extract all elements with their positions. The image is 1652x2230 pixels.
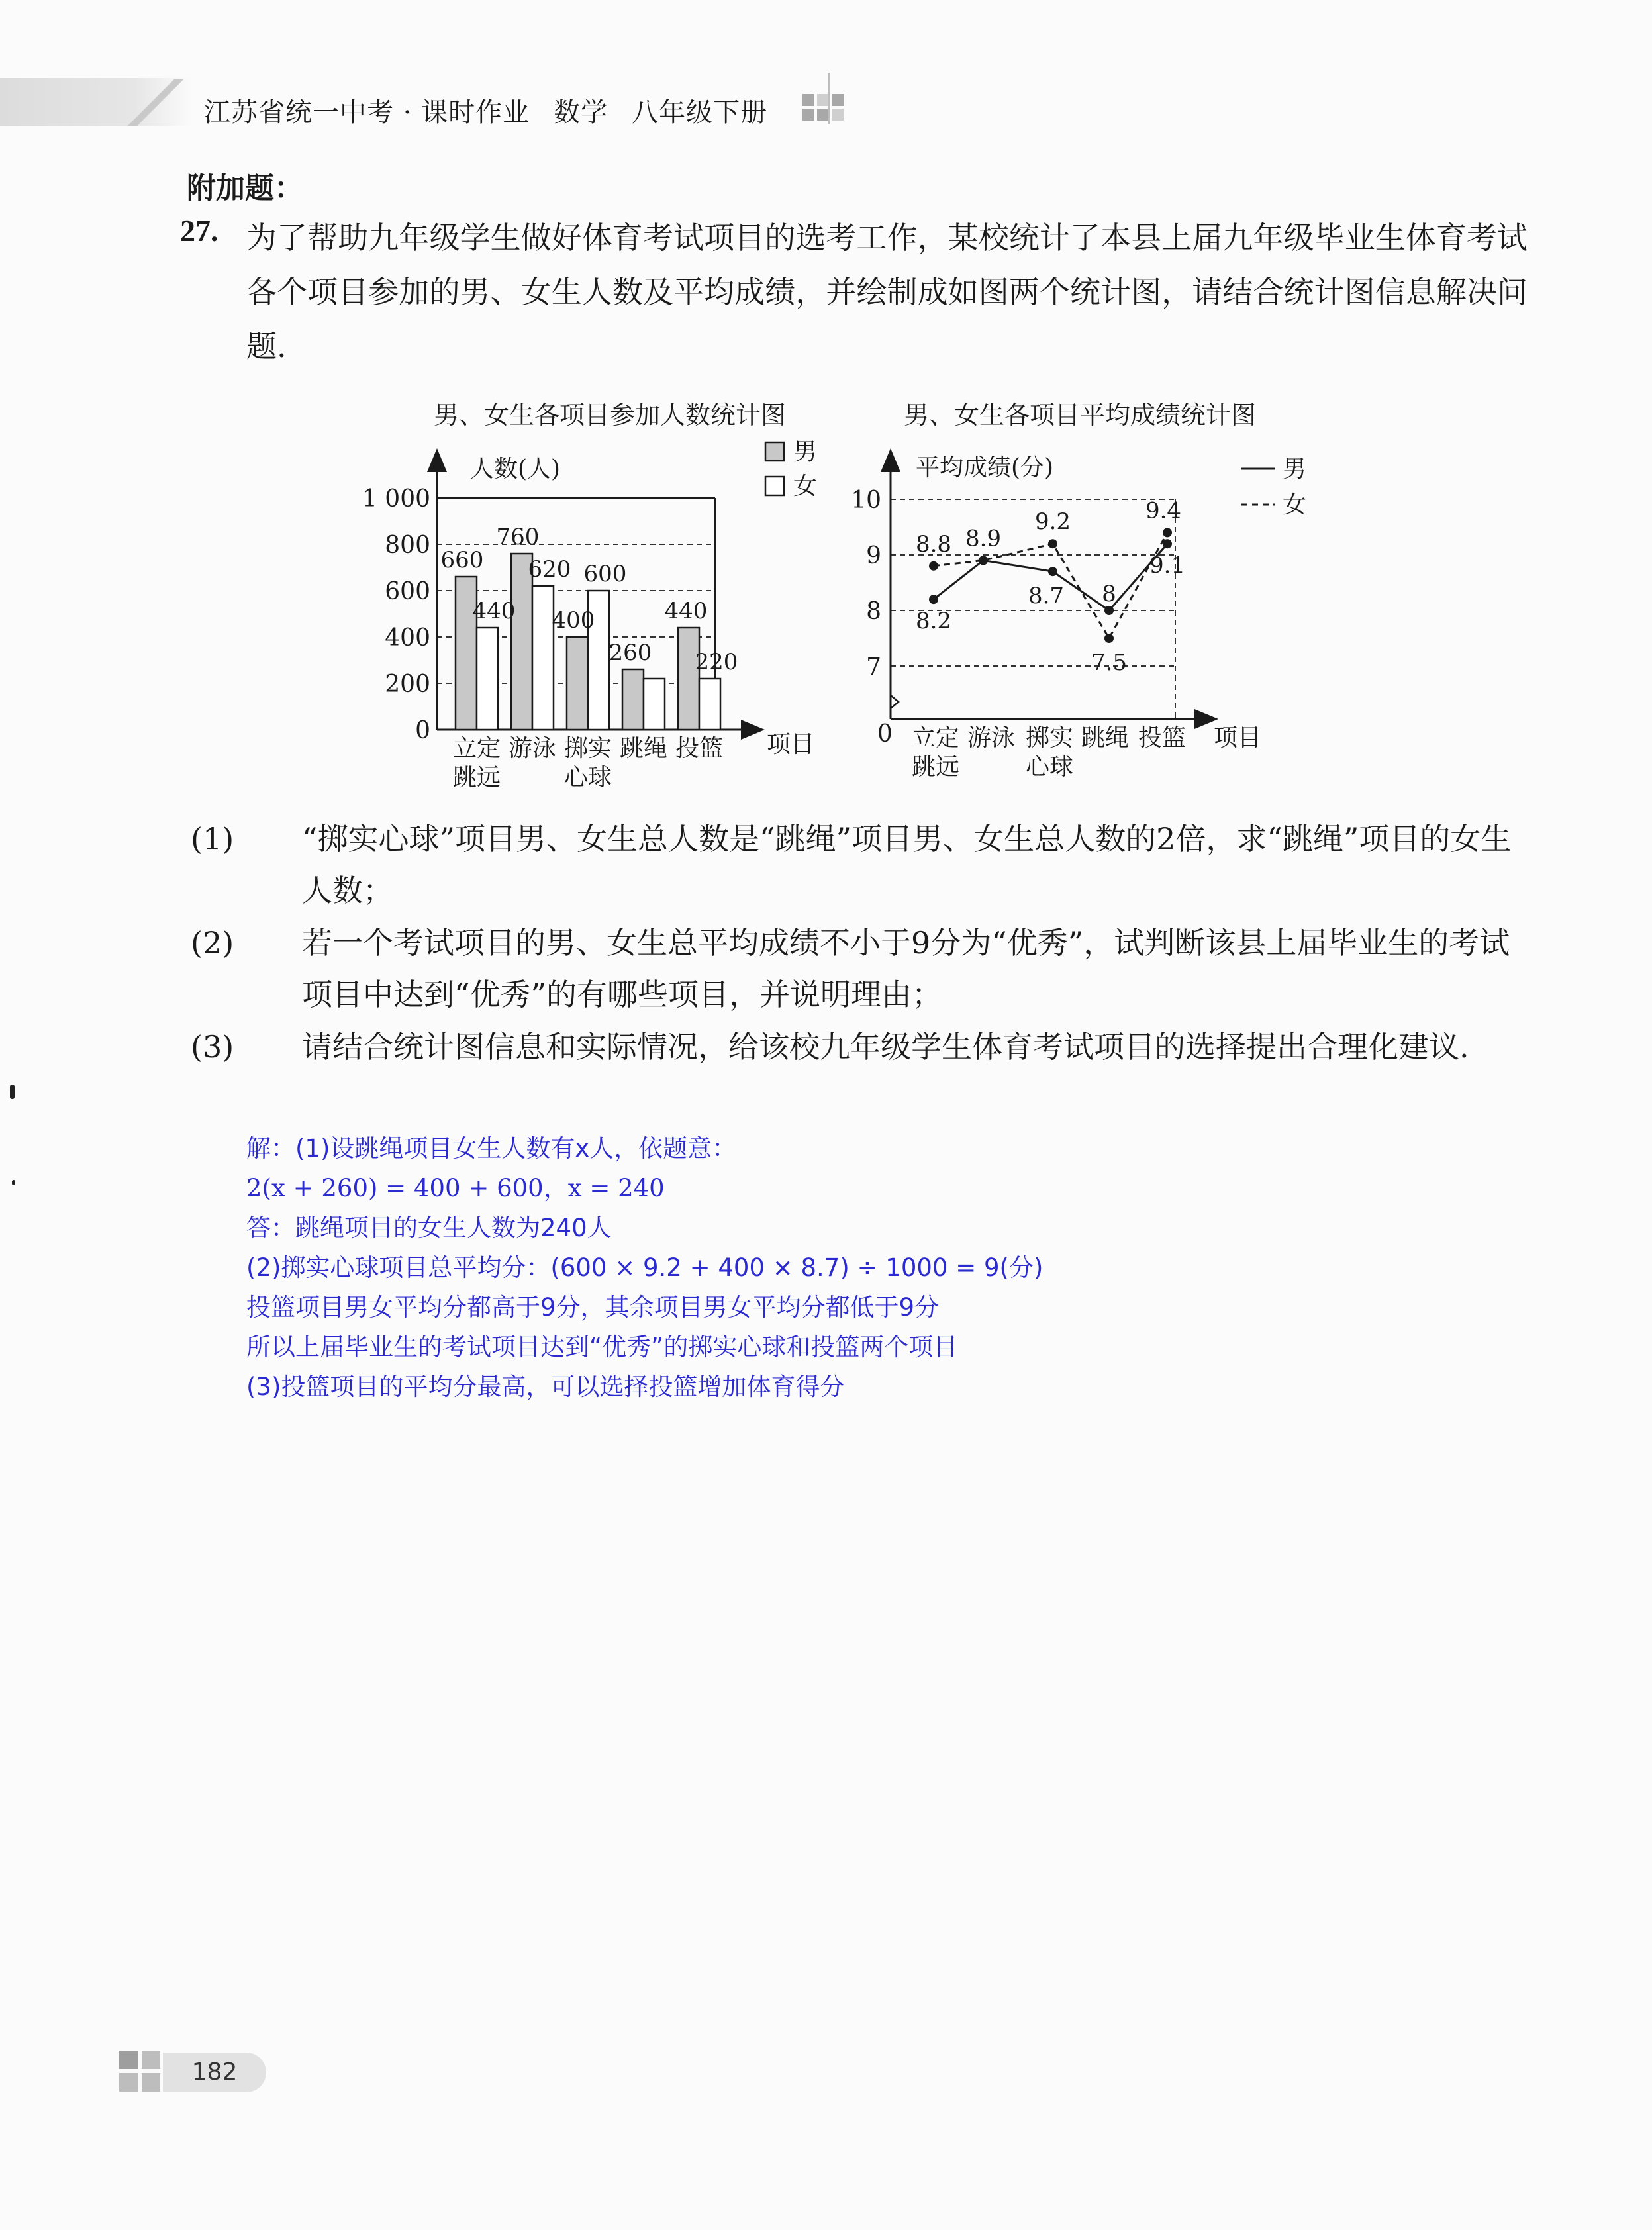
- line-data-label: 8.8: [915, 530, 952, 558]
- bar-x-tick-label: 掷实: [563, 735, 612, 762]
- line-origin-label: 0: [877, 720, 893, 748]
- line-data-label: 8.7: [1028, 583, 1065, 610]
- line-point-female: [1048, 539, 1057, 548]
- line-data-label: 8.2: [915, 608, 952, 635]
- line-x-tick-label: 立定: [911, 724, 960, 751]
- line-x-tick-label: 投篮: [1138, 724, 1187, 751]
- line-data-label: 9.4: [1145, 497, 1182, 524]
- bar-x-tick-label: 跳绳: [619, 735, 668, 762]
- bar-female: [532, 586, 554, 730]
- line-point-female: [979, 556, 988, 565]
- answer-block: [246, 1129, 1043, 1407]
- answer-line-4: (2)掷实心球项目总平均分：(600 × 9.2 + 400 × 8.7) ÷ 1000 = 9(分): [246, 1253, 1044, 1282]
- grade: 八年级下册: [632, 97, 768, 128]
- margin-mark: [10, 1085, 15, 1099]
- bar-female: [477, 628, 498, 730]
- bar-male: [567, 637, 588, 730]
- bar-female: [644, 679, 665, 730]
- bar-data-label: 220: [695, 649, 738, 675]
- subject: 数学: [554, 97, 608, 128]
- line-x-tick-label: 跳绳: [1081, 724, 1130, 751]
- line-data-label: 9.1: [1149, 552, 1186, 579]
- legend-label-female-line: 女: [1283, 491, 1307, 518]
- line-point-female: [929, 561, 938, 571]
- line-y-axis-label: 平均成绩(分): [916, 454, 1054, 481]
- answer-line-1: 解：(1)设跳绳项目女生人数有x人，依题意：: [246, 1134, 737, 1163]
- question-number: 27.: [180, 214, 219, 248]
- answer-line-7: (3)投篮项目的平均分最高，可以选择投篮增加体育得分: [246, 1373, 845, 1401]
- line-data-label: 8.9: [965, 525, 1002, 552]
- line-point-male: [1104, 606, 1114, 615]
- bar-y-tick-label: 800: [385, 532, 430, 559]
- bar-male: [622, 669, 644, 730]
- line-y-tick-label: 9: [866, 542, 881, 569]
- line-x-axis-label: 项目: [1214, 724, 1262, 751]
- margin-mark: [12, 1180, 15, 1185]
- bar-data-label: 660: [440, 547, 484, 573]
- bar-x-tick-label: 游泳: [508, 735, 557, 762]
- bar-y-tick-label: 400: [385, 624, 430, 652]
- bar-x-tick-label: 跳远: [452, 764, 501, 791]
- header-grid-icon: [802, 94, 845, 123]
- answer-line-5: 投篮项目男女平均分都高于9分，其余项目男女平均分都低于9分: [246, 1293, 940, 1322]
- answer-line-6: 所以上届毕业生的考试项目达到“优秀”的掷实心球和投篮两个项目: [246, 1333, 958, 1361]
- line-chart-title: 男、女生各项目平均成绩统计图: [904, 401, 1257, 430]
- line-point-female: [1104, 634, 1114, 643]
- bar-y-tick-label: 200: [385, 671, 430, 698]
- running-header: [204, 91, 791, 129]
- bar-chart: [358, 424, 848, 795]
- bar-data-label: 260: [608, 640, 652, 666]
- bar-chart-title: 男、女生各项目参加人数统计图: [434, 401, 787, 430]
- subquestion-1-label: (1): [191, 821, 234, 857]
- line-point-male: [929, 595, 938, 604]
- bar-data-label: 440: [472, 598, 516, 624]
- line-y-tick-label: 8: [866, 598, 881, 625]
- axis-break-icon: [891, 695, 899, 708]
- bar-x-axis-label: 项目: [767, 731, 815, 758]
- page-number: 182: [163, 2053, 266, 2092]
- subquestion-3-label: (3): [191, 1029, 234, 1065]
- legend-swatch-female: [765, 477, 784, 495]
- subquestion-2: [191, 917, 1528, 1020]
- bar-male: [678, 628, 699, 730]
- section-title: 附加题：: [187, 171, 303, 205]
- line-point-female: [1163, 528, 1172, 537]
- question-text: 为了帮助九年级学生做好体育考试项目的选考工作，某校统计了本县上届九年级毕业生体育考试各个项目参加的男、女生人数及平均成绩，并绘制成如图两个统计图，请结合统计图信息解决问题.: [246, 220, 1528, 364]
- line-point-male: [1048, 567, 1057, 576]
- header-decoration: [126, 79, 185, 126]
- bar-female: [699, 679, 720, 730]
- line-x-tick-label: 跳远: [911, 753, 960, 781]
- subquestion-1: [191, 813, 1528, 916]
- bar-y-tick-label: 600: [385, 578, 430, 605]
- subquestion-3-text: 请结合统计图信息和实际情况，给该校九年级学生体育考试项目的选择提出合理化建议.: [302, 1029, 1469, 1065]
- legend-label-male: 男: [793, 438, 818, 465]
- footer-grid-icon: [119, 2051, 162, 2093]
- answer-line-3: 答：跳绳项目的女生人数为240人: [246, 1214, 612, 1242]
- legend-label-female: 女: [793, 473, 818, 500]
- line-x-tick-label: 心球: [1025, 753, 1074, 781]
- bar-x-tick-label: 投篮: [675, 735, 724, 762]
- subquestion-3: [191, 1021, 1528, 1073]
- bar-y-tick-label: 1 000: [362, 485, 430, 512]
- bar-data-label: 400: [552, 607, 595, 634]
- bar-x-tick-label: 立定: [452, 735, 501, 762]
- line-data-label: 9.2: [1034, 509, 1071, 536]
- bar-data-label: 760: [496, 524, 540, 550]
- line-x-tick-label: 掷实: [1025, 724, 1074, 751]
- bar-x-tick-label: 心球: [563, 764, 612, 791]
- line-x-tick-label: 游泳: [967, 724, 1016, 751]
- line-chart: [851, 424, 1314, 795]
- bar-y-axis-label: 人数(人): [470, 456, 561, 483]
- legend-label-male-line: 男: [1283, 456, 1307, 483]
- line-y-tick-label: 7: [866, 654, 881, 681]
- bar-data-label: 440: [664, 598, 708, 624]
- line-data-label: 8: [1102, 581, 1116, 607]
- bar-data-label: 620: [528, 556, 571, 583]
- subquestion-1-text: “掷实心球”项目男、女生总人数是“跳绳”项目男、女生总人数的2倍，求“跳绳”项目的女生人数；: [302, 821, 1512, 908]
- line-y-tick-label: 10: [851, 487, 881, 514]
- legend-swatch-male: [765, 442, 784, 461]
- line-data-label: 7.5: [1091, 650, 1128, 676]
- bar-y-tick-label: 0: [415, 717, 430, 744]
- book-series: 江苏省统一中考 · 课时作业: [204, 97, 530, 128]
- bar-data-label: 600: [583, 561, 627, 587]
- subquestion-2-label: (2): [191, 925, 234, 961]
- subquestion-2-text: 若一个考试项目的男、女生总平均成绩不小于9分为“优秀”，试判断该县上届毕业生的考试项目中达到“优秀”的有哪些项目，并说明理由；: [302, 925, 1510, 1012]
- header-divider: [828, 73, 830, 124]
- answer-line-2: 2(x + 260) = 400 + 600，x = 240: [246, 1174, 665, 1202]
